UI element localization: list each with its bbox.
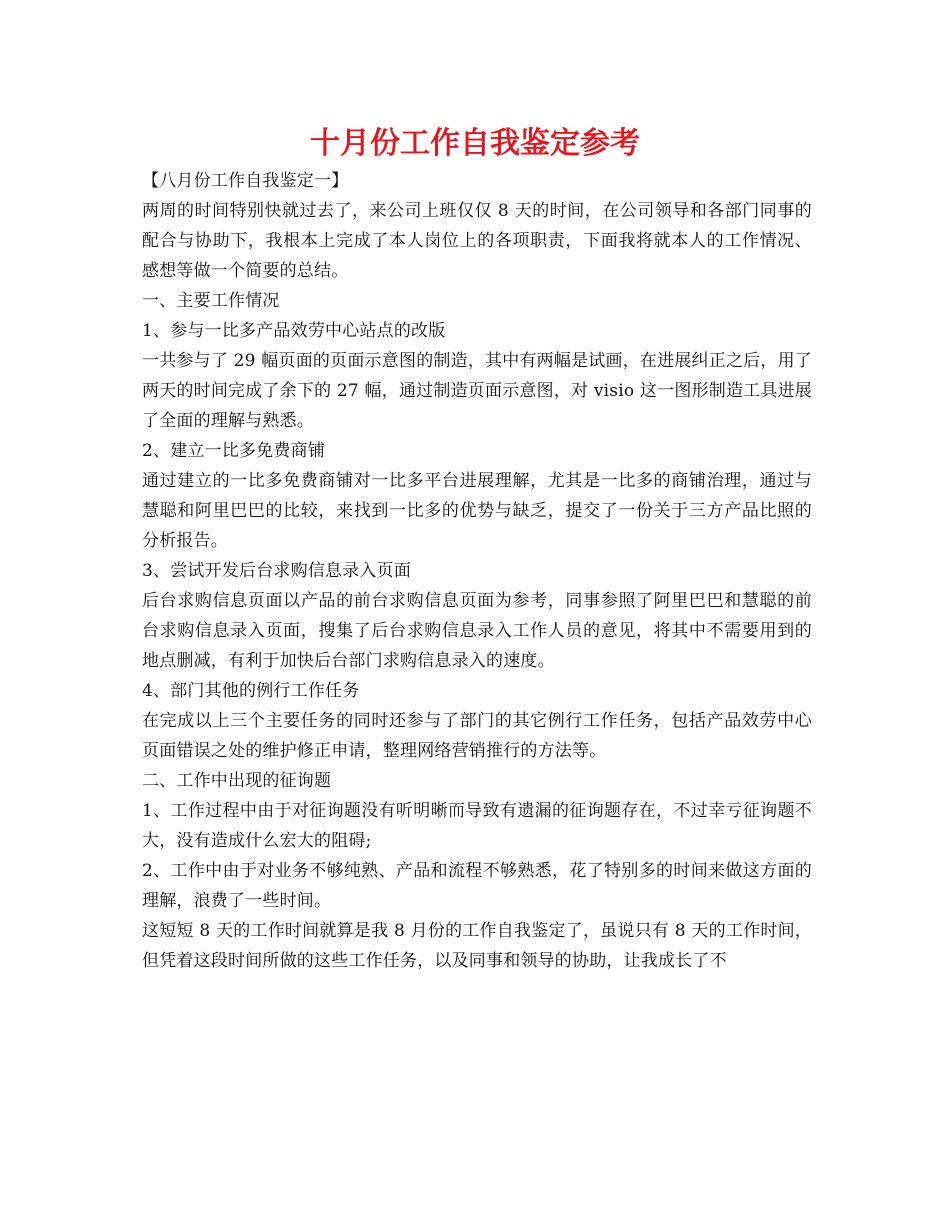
paragraph: 一共参与了 29 幅页面的页面示意图的制造，其中有两幅是试画，在进展纠正之后，用了两天的时间完成了余下的 27 幅，通过制造页面示意图，对 visio 这一图形制造工具进展了全面的理解与熟悉。 — [142, 351, 812, 431]
subsection-heading: 2、建立一比多免费商铺 — [142, 441, 326, 461]
document-title: 十月份工作自我鉴定参考 — [310, 126, 640, 161]
paragraph: 在完成以上三个主要任务的同时还参与了部门的其它例行工作任务，包括产品效劳中心页面错误之处的维护修正申请，整理网络营销推行的方法等。 — [142, 711, 812, 761]
paragraph: 后台求购信息页面以产品的前台求购信息页面为参考，同事参照了阿里巴巴和慧聪的前台求购信息录入页面，搜集了后台求购信息录入工作人员的意见，将其中不需要用到的地点删减，有利于加快后台部门求购信息录入的速度。 — [142, 591, 812, 671]
document-body — [142, 166, 812, 976]
paragraph: 1、工作过程中由于对征询题没有听明晰而导致有遗漏的征询题存在，不过幸亏征询题不大，没有造成什么宏大的阻碍; — [142, 801, 812, 851]
paragraph: 两周的时间特别快就过去了，来公司上班仅仅 8 天的时间，在公司领导和各部门同事的配合与协助下，我根本上完成了本人岗位上的各项职责，下面我将就本人的工作情况、感想等做一个简要的总结。 — [142, 201, 812, 281]
section-heading: 【八月份工作自我鉴定一】 — [142, 171, 349, 191]
section-heading: 二、工作中出现的征询题 — [142, 771, 332, 791]
paragraph: 2、工作中由于对业务不够纯熟、产品和流程不够熟悉，花了特别多的时间来做这方面的理解，浪费了一些时间。 — [142, 861, 812, 911]
paragraph: 这短短 8 天的工作时间就算是我 8 月份的工作自我鉴定了，虽说只有 8 天的工作时间，但凭着这段时间所做的这些工作任务，以及同事和领导的协助，让我成长了不 — [142, 921, 812, 971]
subsection-heading: 4、部门其他的例行工作任务 — [142, 681, 360, 701]
subsection-heading: 3、尝试开发后台求购信息录入页面 — [142, 561, 412, 581]
section-heading: 一、主要工作情况 — [142, 291, 280, 311]
paragraph: 通过建立的一比多免费商铺对一比多平台进展理解，尤其是一比多的商铺治理，通过与慧聪和阿里巴巴的比较，来找到一比多的优势与缺乏，提交了一份关于三方产品比照的分析报告。 — [142, 471, 812, 551]
subsection-heading: 1、参与一比多产品效劳中心站点的改版 — [142, 321, 446, 341]
